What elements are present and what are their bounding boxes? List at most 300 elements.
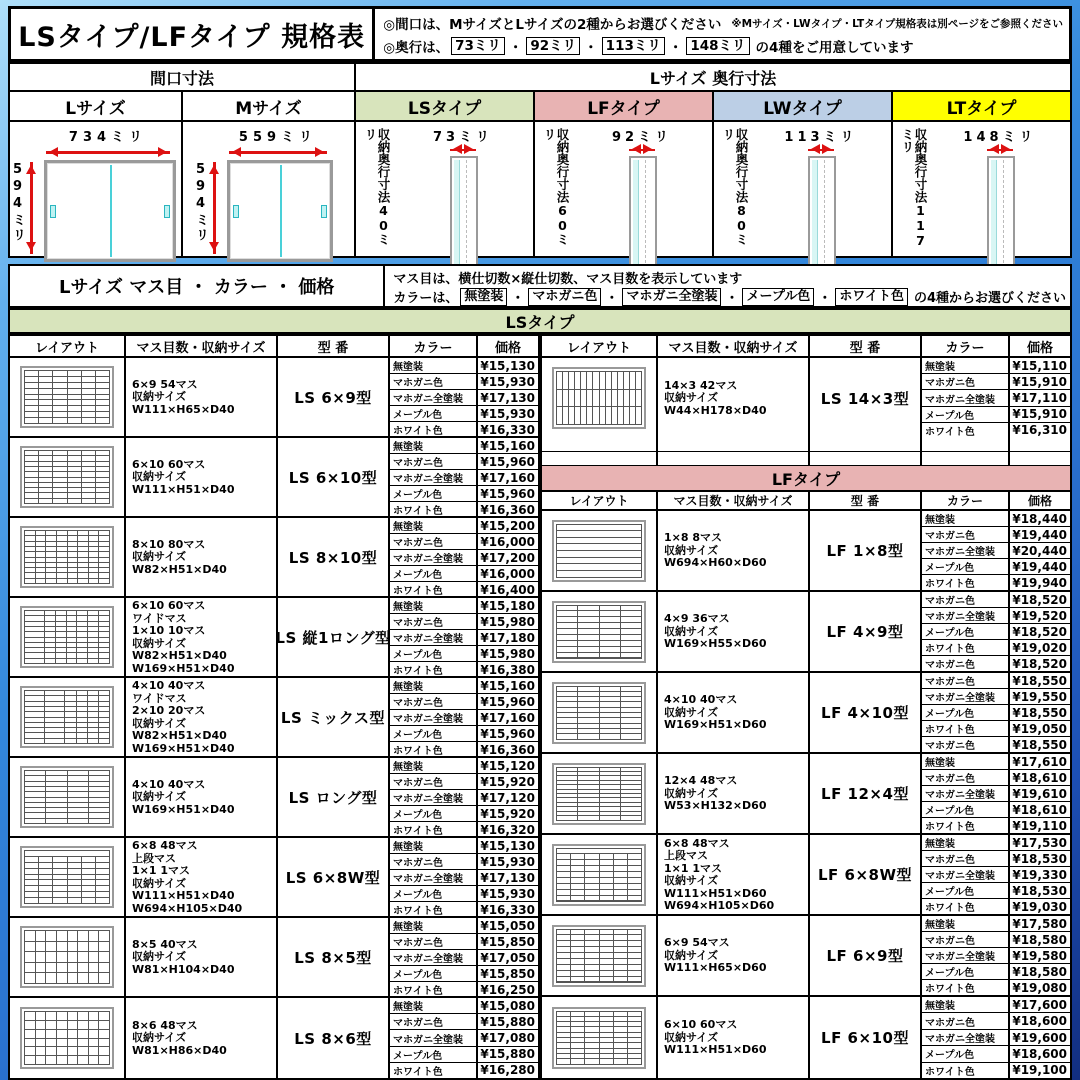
- depth-option-box: 113ミリ: [602, 37, 665, 55]
- product-row: [10, 518, 538, 598]
- height-arrow-icon: [213, 162, 216, 254]
- price-row: [922, 358, 1070, 374]
- color-name: マホガニ色: [922, 851, 1010, 866]
- color-name: 無塗装: [922, 511, 1010, 526]
- table-header-row: [542, 492, 1070, 511]
- price-row: [390, 454, 538, 470]
- color-name: マホガニ全塗装: [390, 1030, 478, 1045]
- price-value: ¥18,580: [1012, 964, 1067, 979]
- price-row: [922, 592, 1070, 608]
- depth-option-box: 148ミリ: [686, 37, 749, 55]
- price-value: ¥15,160: [480, 678, 535, 693]
- price-row: [922, 1046, 1070, 1062]
- spec-line: W81×H104×D40: [132, 962, 235, 976]
- header-note-1: [383, 13, 1063, 33]
- price-row: [390, 470, 538, 486]
- spec-line: 4×10 40マス: [132, 777, 206, 791]
- color-name: 無塗装: [390, 438, 478, 453]
- price-rows: [390, 438, 538, 516]
- column-header: レイアウト: [542, 492, 658, 509]
- price-row: [922, 883, 1070, 899]
- product-row: [542, 673, 1070, 754]
- price-row: [390, 518, 538, 534]
- color-name: ホワイト色: [922, 640, 1010, 655]
- price-value: ¥15,120: [480, 758, 535, 773]
- color-name: マホガニ色: [922, 527, 1010, 542]
- model-number: LS 8×5型: [278, 918, 390, 996]
- price-row: [390, 646, 538, 662]
- spec-line: W82×H51×D40: [132, 562, 227, 576]
- color-name: マホガニ全塗装: [390, 390, 478, 405]
- column-header: レイアウト: [10, 336, 126, 356]
- price-value: ¥15,130: [480, 838, 535, 853]
- price-row: [922, 737, 1070, 752]
- size-m-column: [181, 92, 354, 256]
- depth-columns: [356, 92, 1070, 256]
- color-name: ホワイト色: [922, 423, 1010, 438]
- color-name: ホワイト色: [390, 982, 478, 997]
- spec-line: 収納サイズ: [664, 391, 719, 405]
- product-row: [10, 438, 538, 518]
- depth-value-label: 113ミリ: [784, 130, 858, 145]
- page-title: LSタイプ/LFタイプ 規格表: [11, 9, 375, 59]
- spec-line: 収納サイズ: [132, 876, 187, 890]
- model-number: LS 縦1ロング型: [278, 598, 390, 676]
- layout-grid-drawing: [20, 446, 114, 508]
- note2-sep: ・: [508, 39, 523, 56]
- color-note: [393, 287, 1066, 306]
- price-rows: [922, 835, 1070, 914]
- spec-line: 1×10 10マス: [132, 624, 206, 637]
- price-value: ¥18,610: [1012, 802, 1067, 817]
- price-row: [390, 1030, 538, 1046]
- color-name: マホガニ全塗装: [922, 390, 1010, 405]
- shelf-dash-line: [824, 160, 825, 278]
- color-name: メープル色: [390, 966, 478, 981]
- color-option-box: メープル色: [742, 288, 814, 306]
- price-value: ¥17,530: [1012, 835, 1067, 850]
- product-row: [10, 358, 538, 438]
- price-value: ¥16,360: [480, 742, 535, 757]
- price-value: ¥16,000: [480, 534, 535, 549]
- color-name: マホガニ全塗装: [922, 786, 1010, 801]
- depth-type-diagram: [893, 122, 1070, 256]
- price-row: [390, 566, 538, 582]
- color-name: 無塗装: [922, 835, 1010, 850]
- height-value-label: 594ミリ: [10, 162, 25, 243]
- model-number: LF 6×8W型: [810, 835, 922, 914]
- price-value: ¥15,980: [480, 646, 535, 661]
- color-name: ホワイト色: [390, 662, 478, 677]
- layout-grid-drawing: [552, 844, 646, 906]
- depth-dimension-panel: [356, 64, 1070, 256]
- depth-value-label: 92ミリ: [611, 130, 673, 145]
- spec-line: W169×H55×D60: [664, 637, 767, 651]
- spec-line: 4×10 40マス: [664, 693, 738, 707]
- color-name: ホワイト色: [922, 1063, 1010, 1078]
- color-name: メープル色: [922, 1046, 1010, 1061]
- price-value: ¥18,580: [1012, 932, 1067, 947]
- color-name: メープル色: [390, 886, 478, 901]
- price-row: [922, 802, 1070, 818]
- spec-line: 6×8 48マス: [664, 836, 730, 850]
- spec-line: W44×H178×D40: [664, 403, 767, 417]
- spec-line: W694×H60×D60: [664, 556, 767, 570]
- price-band-notes: [385, 266, 1070, 306]
- price-row: [390, 854, 538, 870]
- price-row: [922, 916, 1070, 932]
- price-rows: [390, 998, 538, 1078]
- price-row: [922, 374, 1070, 390]
- model-number: LS 8×6型: [278, 998, 390, 1078]
- model-number: LS ロング型: [278, 758, 390, 836]
- price-row: [390, 886, 538, 902]
- color-name: 無塗装: [922, 916, 1010, 931]
- color-name: マホガニ全塗装: [922, 867, 1010, 882]
- spec-line: 収納サイズ: [132, 950, 187, 964]
- price-value: ¥17,610: [1012, 754, 1067, 769]
- storage-depth-label: 収納奥行寸法40ミリ: [363, 128, 391, 246]
- depth-option-box: 73ミリ: [451, 37, 505, 55]
- layout-cell: [542, 511, 658, 590]
- price-value: ¥18,610: [1012, 770, 1067, 785]
- layout-cell: [542, 835, 658, 914]
- price-value: ¥18,530: [1012, 883, 1067, 898]
- color-name: メープル色: [390, 486, 478, 501]
- spec-line: 収納サイズ: [664, 543, 719, 557]
- color-name: マホガニ全塗装: [390, 790, 478, 805]
- color-name: ホワイト色: [390, 742, 478, 757]
- spec-line: 1×8 8マス: [664, 531, 723, 545]
- model-number: LS 6×8W型: [278, 838, 390, 916]
- color-name: 無塗装: [390, 518, 478, 533]
- price-value: ¥16,330: [480, 422, 535, 437]
- price-rows: [922, 916, 1070, 995]
- depth-option-box: 92ミリ: [526, 37, 580, 55]
- depth-value-label: 73ミリ: [432, 130, 494, 145]
- color-name: メープル色: [922, 964, 1010, 979]
- price-row: [390, 838, 538, 854]
- price-value: ¥19,550: [1012, 689, 1067, 704]
- spec-line: W111×H65×D40: [132, 402, 235, 416]
- product-row: [542, 754, 1070, 835]
- price-rows: [390, 838, 538, 916]
- spec-cell: [126, 518, 278, 596]
- price-row: [390, 422, 538, 437]
- price-row: [922, 1063, 1070, 1078]
- product-row: [10, 838, 538, 918]
- lf-product-blocks: [542, 511, 1070, 1078]
- price-row: [390, 950, 538, 966]
- storage-depth-label: 収納奥行寸法80ミリ: [721, 128, 749, 246]
- color-name: ホワイト色: [390, 822, 478, 837]
- depth-panel-title: Lサイズ 奥行寸法: [356, 64, 1070, 92]
- price-row: [390, 966, 538, 982]
- price-value: ¥19,600: [1012, 1030, 1067, 1045]
- header-note-2: [383, 36, 1063, 56]
- layout-cell: [542, 754, 658, 833]
- color-name: マホガニ全塗装: [390, 550, 478, 565]
- color-name: マホガニ色: [390, 774, 478, 789]
- price-value: ¥19,050: [1012, 721, 1067, 736]
- color-name: メープル色: [390, 646, 478, 661]
- spec-line: ワイドマス: [132, 691, 187, 705]
- depth-type-diagram: [535, 122, 712, 256]
- shelf-dash-line: [466, 160, 467, 278]
- spec-line: 収納サイズ: [132, 636, 187, 650]
- price-row: [922, 640, 1070, 656]
- price-row: [390, 902, 538, 917]
- spec-cell: [126, 838, 278, 916]
- price-value: ¥15,850: [480, 966, 535, 981]
- spec-cell: [658, 592, 810, 671]
- product-row: [542, 835, 1070, 916]
- spec-line: 8×5 40マス: [132, 937, 198, 951]
- depth-type-column: [533, 92, 712, 256]
- depth-type-header: LTタイプ: [893, 92, 1070, 122]
- price-value: ¥15,080: [480, 998, 535, 1013]
- depth-arrow-icon: [629, 149, 655, 151]
- note1-text: ◎間口は、MサイズとLサイズの2種からお選びください: [383, 17, 722, 34]
- color-name: メープル色: [922, 407, 1010, 422]
- empty-row: [542, 438, 1070, 452]
- shelf-dash-line: [1003, 160, 1004, 278]
- price-value: ¥15,930: [480, 406, 535, 421]
- spec-line: W111×H65×D60: [664, 961, 767, 975]
- column-header: カラー: [922, 336, 1010, 356]
- column-header: マス目数・収納サイズ: [658, 492, 810, 509]
- price-value: ¥15,050: [480, 918, 535, 933]
- spec-line: 収納サイズ: [132, 1031, 187, 1045]
- depth-type-diagram: [356, 122, 533, 256]
- color-name: 無塗装: [390, 358, 478, 373]
- color-name: マホガニ色: [922, 932, 1010, 947]
- color-name: マホガニ色: [390, 534, 478, 549]
- price-rows: [390, 918, 538, 996]
- price-value: ¥15,960: [480, 694, 535, 709]
- column-header: 型 番: [810, 336, 922, 356]
- color-name: マホガニ色: [390, 694, 478, 709]
- spec-cell: [126, 598, 278, 676]
- price-row: [390, 438, 538, 454]
- spec-line: 2×10 20マス: [132, 704, 206, 717]
- price-row: [390, 1063, 538, 1078]
- note2-suffix: の4種をご用意しています: [755, 39, 914, 56]
- price-row: [922, 527, 1070, 543]
- layout-cell: [10, 838, 126, 916]
- spec-line: 6×9 54マス: [664, 936, 730, 950]
- price-rows: [390, 758, 538, 836]
- price-value: ¥19,080: [1012, 980, 1067, 995]
- spec-line: 12×4 48マス: [664, 774, 738, 788]
- spec-cell: [658, 358, 810, 438]
- spec-cell: [658, 916, 810, 995]
- shelf-dash-line: [645, 160, 646, 278]
- column-header: マス目数・収納サイズ: [658, 336, 810, 356]
- spec-line: W111×H51×D60: [664, 886, 767, 900]
- color-name: メープル色: [390, 406, 478, 421]
- price-value: ¥17,110: [1012, 391, 1067, 405]
- column-header: カラー: [390, 336, 478, 356]
- spec-line: 収納サイズ: [664, 1030, 719, 1044]
- product-row: [542, 916, 1070, 997]
- color-name: メープル色: [922, 883, 1010, 898]
- color-name: マホガニ色: [922, 673, 1010, 688]
- height-value-label: 594ミリ: [193, 162, 208, 243]
- spec-line: 6×8 48マス: [132, 839, 198, 852]
- price-row: [922, 1030, 1070, 1046]
- spec-line: W694×H105×D40: [132, 901, 243, 915]
- price-value: ¥18,520: [1012, 656, 1067, 671]
- product-row: [10, 918, 538, 998]
- layout-grid-drawing: [552, 925, 646, 987]
- price-row: [922, 899, 1070, 914]
- price-value: ¥20,440: [1012, 543, 1067, 558]
- price-rows: [922, 358, 1070, 438]
- price-table-right: [540, 334, 1072, 1080]
- spec-line: 収納サイズ: [664, 874, 719, 887]
- price-value: ¥18,520: [1012, 592, 1067, 607]
- color-name: マホガニ色: [390, 374, 478, 389]
- layout-grid-drawing: [20, 366, 114, 428]
- price-row: [922, 608, 1070, 624]
- price-row: [390, 662, 538, 677]
- ls-type-banner: LSタイプ: [8, 308, 1072, 334]
- price-row: [922, 851, 1070, 867]
- layout-cell: [10, 598, 126, 676]
- layout-cell: [10, 758, 126, 836]
- price-rows: [922, 754, 1070, 833]
- color-name: ホワイト色: [922, 818, 1010, 833]
- color-name: ホワイト色: [390, 422, 478, 437]
- empty-row: [542, 452, 1070, 466]
- ls-product-blocks-right: [542, 358, 1070, 438]
- product-row: [10, 758, 538, 838]
- price-row: [390, 390, 538, 406]
- color-name: マホガニ色: [390, 454, 478, 469]
- color-name: ホワイト色: [390, 502, 478, 517]
- price-row: [922, 770, 1070, 786]
- price-row: [390, 406, 538, 422]
- price-row: [922, 867, 1070, 883]
- color-name: 無塗装: [390, 918, 478, 933]
- spec-line: W111×H51×D60: [664, 1043, 767, 1057]
- spec-line: W169×H51×D40: [132, 741, 235, 755]
- price-row: [922, 786, 1070, 802]
- price-value: ¥17,130: [480, 390, 535, 405]
- price-value: ¥18,550: [1012, 737, 1067, 752]
- width-dimension-panel: [10, 64, 356, 256]
- price-row: [922, 754, 1070, 770]
- ls-price-table-left: [8, 334, 540, 1080]
- storage-depth-label: 収納奥行寸法60ミリ: [542, 128, 570, 246]
- model-number: LS 6×10型: [278, 438, 390, 516]
- lf-type-banner: LFタイプ: [542, 466, 1070, 492]
- price-row: [390, 758, 538, 774]
- spec-line: W694×H105×D60: [664, 899, 775, 912]
- color-name: マホガニ色: [390, 934, 478, 949]
- layout-grid-drawing: [20, 686, 114, 748]
- spec-line: 収納サイズ: [132, 716, 187, 730]
- price-value: ¥16,330: [480, 902, 535, 917]
- size-l-diagram: [10, 122, 181, 256]
- price-value: ¥16,000: [480, 566, 535, 581]
- spec-line: 収納サイズ: [664, 948, 719, 962]
- price-row: [390, 534, 538, 550]
- price-rows: [922, 592, 1070, 671]
- price-value: ¥15,960: [480, 454, 535, 469]
- color-name: ホワイト色: [922, 980, 1010, 995]
- layout-grid-drawing: [552, 367, 646, 429]
- column-header: 型 番: [810, 492, 922, 509]
- price-value: ¥16,360: [480, 502, 535, 517]
- price-value: ¥15,960: [480, 726, 535, 741]
- product-row: [542, 592, 1070, 673]
- spec-line: 収納サイズ: [132, 550, 187, 564]
- price-rows: [390, 598, 538, 676]
- price-value: ¥18,550: [1012, 705, 1067, 720]
- color-name: マホガニ色: [390, 614, 478, 629]
- spec-line: W81×H86×D40: [132, 1043, 227, 1057]
- column-header: 価格: [1026, 340, 1053, 356]
- price-value: ¥16,280: [480, 1063, 535, 1078]
- column-header: 価格: [494, 340, 521, 356]
- size-l-header: Lサイズ: [10, 92, 181, 122]
- top-header: [8, 6, 1072, 62]
- color-name: ホワイト色: [922, 575, 1010, 590]
- price-header-band: [8, 264, 1072, 308]
- price-value: ¥15,920: [480, 806, 535, 821]
- spec-line: 4×9 36マス: [664, 612, 730, 626]
- price-value: ¥15,960: [480, 486, 535, 501]
- price-value: ¥19,440: [1012, 559, 1067, 574]
- color-name: 無塗装: [922, 754, 1010, 769]
- color-name: メープル色: [922, 705, 1010, 720]
- color-name: 無塗装: [390, 758, 478, 773]
- model-number: LS 8×10型: [278, 518, 390, 596]
- layout-cell: [542, 358, 658, 438]
- price-row: [922, 543, 1070, 559]
- price-row: [390, 486, 538, 502]
- spec-line: 6×10 60マス: [132, 599, 206, 612]
- color-name: 無塗装: [390, 678, 478, 693]
- price-value: ¥18,440: [1012, 511, 1067, 526]
- price-row: [390, 742, 538, 757]
- depth-type-column: [356, 92, 533, 256]
- layout-cell: [10, 438, 126, 516]
- price-row: [922, 1013, 1070, 1029]
- model-number: LF 4×10型: [810, 673, 922, 752]
- color-option-box: マホガニ全塗装: [622, 288, 721, 306]
- column-header: カラー: [922, 492, 1010, 509]
- price-row: [922, 980, 1070, 995]
- layout-grid-drawing: [552, 1007, 646, 1069]
- price-value: ¥19,030: [1012, 899, 1067, 914]
- spec-line: W169×H51×D40: [132, 661, 235, 675]
- price-value: ¥19,100: [1012, 1063, 1067, 1078]
- price-row: [390, 630, 538, 646]
- color-name: メープル色: [390, 726, 478, 741]
- height-arrow-icon: [30, 162, 33, 254]
- price-value: ¥15,850: [480, 934, 535, 949]
- color-name: ホワイト色: [390, 902, 478, 917]
- price-rows: [922, 511, 1070, 590]
- spec-line: 収納サイズ: [132, 470, 187, 484]
- price-value: ¥15,920: [480, 774, 535, 789]
- table-header-row: [542, 336, 1070, 358]
- price-row: [390, 1014, 538, 1030]
- color-name: マホガニ全塗装: [922, 1030, 1010, 1045]
